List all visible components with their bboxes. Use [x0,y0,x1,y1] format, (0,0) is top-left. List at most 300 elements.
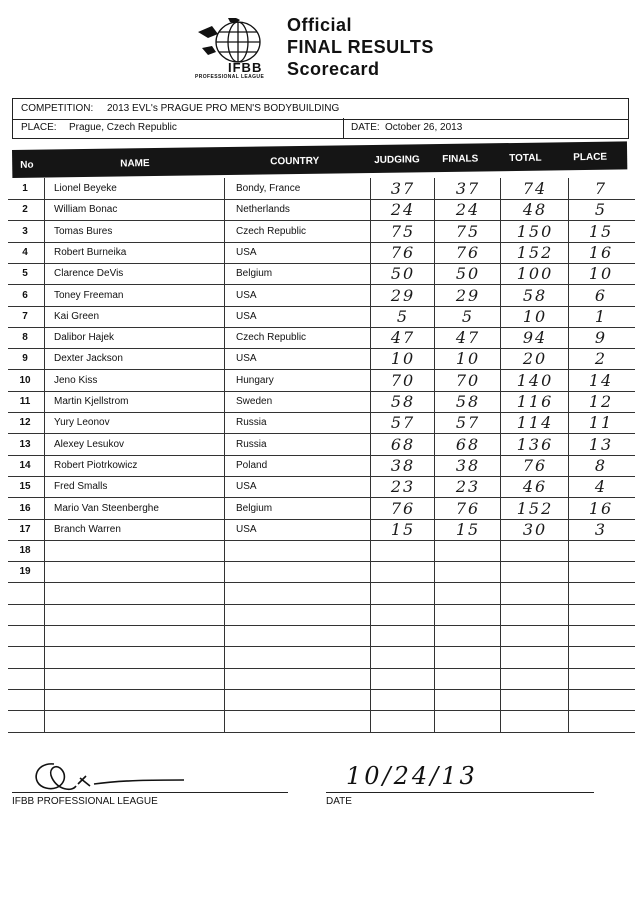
signature-label: IFBB PROFESSIONAL LEAGUE [12,796,158,807]
competition-box [12,98,629,120]
column-divider [568,327,569,348]
results-table-header [12,141,627,178]
cell-total: 58 [522,285,548,305]
column-divider [44,285,45,306]
column-divider [44,434,45,455]
column-divider [500,391,501,412]
table-row [8,412,635,434]
cell-place: 2 [594,349,608,369]
column-divider [434,540,435,561]
cell-finals: 37 [455,179,481,198]
cell-total [502,625,568,646]
cell-judging [372,561,434,582]
cell-finals [436,647,500,668]
column-divider [568,348,569,369]
column-divider [568,285,569,306]
column-divider [434,221,435,242]
cell-total: 100 [516,264,554,284]
column-divider [434,668,435,689]
cell-place: 10 [588,264,614,284]
column-divider [500,476,501,497]
column-divider [568,199,569,220]
column-divider [434,455,435,476]
cell-place: 12 [588,392,614,411]
col-judging: JUDGING [374,154,420,166]
column-divider [568,668,569,689]
cell-judging [372,540,434,561]
cell-finals [436,689,500,710]
cell-no: 3 [22,225,28,237]
cell-total: 76 [522,455,548,475]
cell-judging [372,711,434,732]
table-row [8,668,635,690]
column-divider [434,689,435,710]
cell-country [236,647,376,668]
column-divider [568,412,569,433]
title-line-2: FINAL RESULTS [287,37,434,57]
column-divider [44,668,45,689]
column-divider [568,455,569,476]
column-divider [500,370,501,391]
column-divider [568,604,569,625]
cell-finals: 68 [455,434,481,454]
cell-name: Yury Leonov [54,417,110,429]
logo-subtitle: PROFESSIONAL LEAGUE [195,74,265,80]
cell-country [236,583,376,604]
cell-country [236,668,376,689]
table-row [8,434,635,456]
title-line-1: Official [287,15,353,35]
table-row [8,285,635,307]
cell-country: USA [236,523,257,535]
column-divider [500,199,501,220]
cell-finals: 38 [455,455,481,475]
cell-place [570,711,632,732]
column-divider [500,561,501,582]
cell-judging: 76 [390,242,416,262]
cell-country: Russia [236,438,267,450]
col-country: COUNTRY [270,155,320,168]
cell-total: 152 [516,242,554,262]
cell-finals [436,561,500,582]
column-divider [568,498,569,519]
table-row [8,306,635,328]
cell-country: Czech Republic [236,332,307,344]
column-divider [434,711,435,732]
table-row [8,348,635,370]
cell-judging: 23 [390,477,416,497]
column-divider [568,689,569,710]
cell-finals: 57 [455,413,481,433]
cell-judging: 76 [390,498,416,518]
signature-line [12,792,288,793]
cell-finals: 5 [461,306,475,326]
cell-no [8,583,42,604]
col-name: NAME [120,158,150,170]
table-row [8,391,635,413]
cell-judging [372,625,434,646]
cell-country: Russia [236,417,267,429]
column-divider [434,242,435,263]
date-value: October 26, 2013 [385,122,463,133]
cell-finals [436,668,500,689]
table-row [8,583,635,605]
column-divider [500,604,501,625]
cell-country: USA [236,246,257,258]
cell-place [570,540,632,561]
table-row [8,370,635,392]
cell-name: Alexey Lesukov [54,438,125,450]
cell-total [502,668,568,689]
cell-name: Fred Smalls [54,481,108,493]
cell-name: Mario Van Steenberghe [54,502,159,514]
column-divider [500,689,501,710]
cell-total [502,647,568,668]
column-divider [44,455,45,476]
cell-total: 30 [522,519,548,539]
place-date-box [12,118,629,139]
column-divider [44,327,45,348]
cell-total [502,711,568,732]
table-row [8,540,635,562]
cell-finals [436,604,500,625]
cell-no: 8 [22,332,28,344]
cell-name [54,711,232,732]
table-row [8,242,635,264]
column-divider [434,561,435,582]
signed-date-label: DATE [326,796,352,807]
cell-finals: 58 [455,392,481,411]
column-divider [44,540,45,561]
signed-date-value: 10/24/13 [346,762,478,790]
col-no: No [20,159,34,171]
cell-name [54,561,232,582]
table-row [8,689,635,711]
column-divider [500,263,501,284]
date-label: DATE: [351,122,380,133]
cell-place [570,604,632,625]
cell-country [236,711,376,732]
cell-name [54,540,232,561]
cell-no: 17 [19,523,31,535]
cell-country: Belgium [236,268,273,280]
cell-no: 5 [22,268,28,280]
cell-finals: 70 [455,370,481,390]
cell-place: 14 [588,370,614,390]
cell-place: 8 [594,455,608,475]
cell-total: 94 [522,328,548,348]
cell-no: 18 [19,545,31,557]
cell-name: Jeno Kiss [54,374,98,386]
column-divider [44,178,45,199]
cell-no: 19 [19,566,31,578]
column-divider [568,476,569,497]
table-row [8,263,635,285]
cell-finals: 29 [455,285,481,305]
logo-name: IFBB [228,60,263,75]
column-divider [44,391,45,412]
cell-no: 12 [19,417,31,429]
column-divider [500,178,501,199]
column-divider [500,221,501,242]
column-divider [434,476,435,497]
cell-judging: 29 [390,285,416,305]
cell-finals: 47 [455,328,481,348]
cell-judging: 57 [390,413,416,433]
table-row [8,178,635,200]
cell-name: Tomas Bures [54,225,113,237]
competition-label: COMPETITION: [21,103,94,114]
cell-total [502,561,568,582]
cell-no: 9 [22,353,28,365]
table-row [8,199,635,221]
cell-judging [372,689,434,710]
cell-name [54,604,232,625]
cell-name [54,668,232,689]
column-divider [500,583,501,604]
cell-judging: 37 [390,179,416,198]
column-divider [434,285,435,306]
cell-country [236,561,376,582]
column-divider [500,412,501,433]
cell-name: Clarence DeVis [54,268,124,280]
cell-place: 4 [594,477,608,497]
cell-no: 6 [22,289,28,301]
cell-judging: 75 [390,221,416,241]
cell-name: Dalibor Hajek [54,332,115,344]
cell-judging: 68 [390,434,416,454]
cell-place [570,561,632,582]
cell-finals [436,540,500,561]
column-divider [568,221,569,242]
column-divider [568,711,569,732]
cell-total: 10 [522,306,548,326]
cell-judging: 15 [390,519,416,539]
column-divider [44,263,45,284]
cell-no: 2 [22,204,28,216]
place-label: PLACE: [21,122,57,133]
table-row [8,604,635,626]
column-divider [44,604,45,625]
cell-finals: 15 [455,519,481,539]
column-divider [434,263,435,284]
cell-place: 3 [594,519,608,539]
cell-total: 48 [522,200,548,220]
cell-name [54,583,232,604]
scorecard-title [287,14,434,80]
column-divider [568,242,569,263]
column-divider [44,583,45,604]
cell-name [54,625,232,646]
cell-country: USA [236,353,257,365]
signed-date-line [326,792,594,793]
cell-judging: 58 [390,392,416,411]
cell-no [8,604,42,625]
cell-place [570,689,632,710]
column-divider [568,306,569,327]
column-divider [44,306,45,327]
cell-country: Bondy, France [236,183,301,194]
column-divider [44,370,45,391]
cell-place: 7 [594,179,608,198]
cell-judging: 50 [390,264,416,284]
cell-country: Czech Republic [236,225,307,237]
cell-total: 140 [516,370,554,390]
cell-place: 15 [588,221,614,241]
cell-finals: 75 [455,221,481,241]
column-divider [568,519,569,540]
column-divider [434,327,435,348]
cell-judging [372,668,434,689]
column-divider [44,625,45,646]
column-divider [500,434,501,455]
cell-place: 13 [588,434,614,454]
cell-name: Toney Freeman [54,289,124,301]
column-divider [500,498,501,519]
cell-no: 1 [22,183,28,194]
cell-finals [436,711,500,732]
cell-place: 11 [588,413,614,433]
cell-judging [372,604,434,625]
column-divider [434,434,435,455]
cell-place [570,583,632,604]
cell-no [8,689,42,710]
cell-no: 15 [19,481,31,493]
table-row [8,455,635,477]
cell-judging: 47 [390,328,416,348]
cell-country: Belgium [236,502,273,514]
column-divider [434,199,435,220]
cell-no [8,711,42,732]
column-divider [434,604,435,625]
cell-name: Branch Warren [54,523,121,535]
cell-place: 9 [594,328,608,348]
cell-country: Netherlands [236,204,290,216]
table-row [8,476,635,498]
column-divider [568,434,569,455]
column-divider [44,689,45,710]
place-date-divider [343,118,344,138]
cell-finals: 76 [455,242,481,262]
cell-country [236,625,376,646]
column-divider [434,583,435,604]
column-divider [500,647,501,668]
column-divider [500,711,501,732]
column-divider [44,711,45,732]
column-divider [568,647,569,668]
col-total: TOTAL [509,152,542,165]
cell-place: 6 [594,285,608,305]
title-line-3: Scorecard [287,59,380,79]
cell-country [236,540,376,561]
cell-judging [372,583,434,604]
cell-no: 11 [19,396,31,407]
cell-finals: 24 [455,200,481,220]
column-divider [568,625,569,646]
column-divider [434,498,435,519]
cell-total: 46 [522,477,548,497]
column-divider [568,370,569,391]
column-divider [568,561,569,582]
cell-name: Robert Piotrkowicz [54,459,138,471]
column-divider [44,498,45,519]
col-place: PLACE [573,151,608,164]
cell-finals: 10 [455,349,481,369]
column-divider [500,306,501,327]
cell-judging: 24 [390,200,416,220]
cell-country: Sweden [236,396,273,407]
cell-name: Martin Kjellstrom [54,396,129,407]
cell-country: USA [236,481,257,493]
table-row [8,625,635,647]
cell-country: Hungary [236,374,274,386]
column-divider [500,540,501,561]
official-signature [24,756,194,796]
table-row [8,519,635,541]
place-value: Prague, Czech Republic [69,122,177,133]
competition-value: 2013 EVL's PRAGUE PRO MEN'S BODYBUILDING [107,103,340,114]
cell-name: Robert Burneika [54,246,127,258]
cell-place [570,625,632,646]
cell-place [570,668,632,689]
cell-country: USA [236,310,257,322]
cell-total: 20 [522,349,548,369]
column-divider [500,519,501,540]
cell-total: 114 [516,413,554,433]
table-row [8,221,635,243]
column-divider [44,348,45,369]
cell-finals: 76 [455,498,481,518]
cell-no: 14 [19,459,31,471]
table-row [8,327,635,349]
column-divider [568,391,569,412]
cell-total: 74 [522,179,548,198]
column-divider [568,178,569,199]
column-divider [500,348,501,369]
column-divider [44,221,45,242]
cell-total [502,689,568,710]
table-row [8,498,635,520]
column-divider [568,583,569,604]
cell-place: 16 [588,242,614,262]
cell-country [236,604,376,625]
column-divider [500,625,501,646]
cell-name: Dexter Jackson [54,353,123,365]
column-divider [434,348,435,369]
column-divider [500,327,501,348]
cell-no: 4 [22,246,28,258]
cell-judging [372,647,434,668]
cell-no [8,668,42,689]
cell-judging: 5 [396,306,410,326]
cell-no [8,647,42,668]
column-divider [434,391,435,412]
cell-place [570,647,632,668]
column-divider [434,370,435,391]
cell-finals [436,583,500,604]
cell-total [502,540,568,561]
cell-no: 13 [19,438,31,450]
cell-total: 116 [516,392,554,411]
column-divider [434,519,435,540]
cell-place: 1 [594,306,608,326]
table-row [8,561,635,583]
cell-total: 150 [516,221,554,241]
column-divider [44,647,45,668]
column-divider [500,668,501,689]
cell-name: Kai Green [54,310,100,322]
column-divider [44,242,45,263]
